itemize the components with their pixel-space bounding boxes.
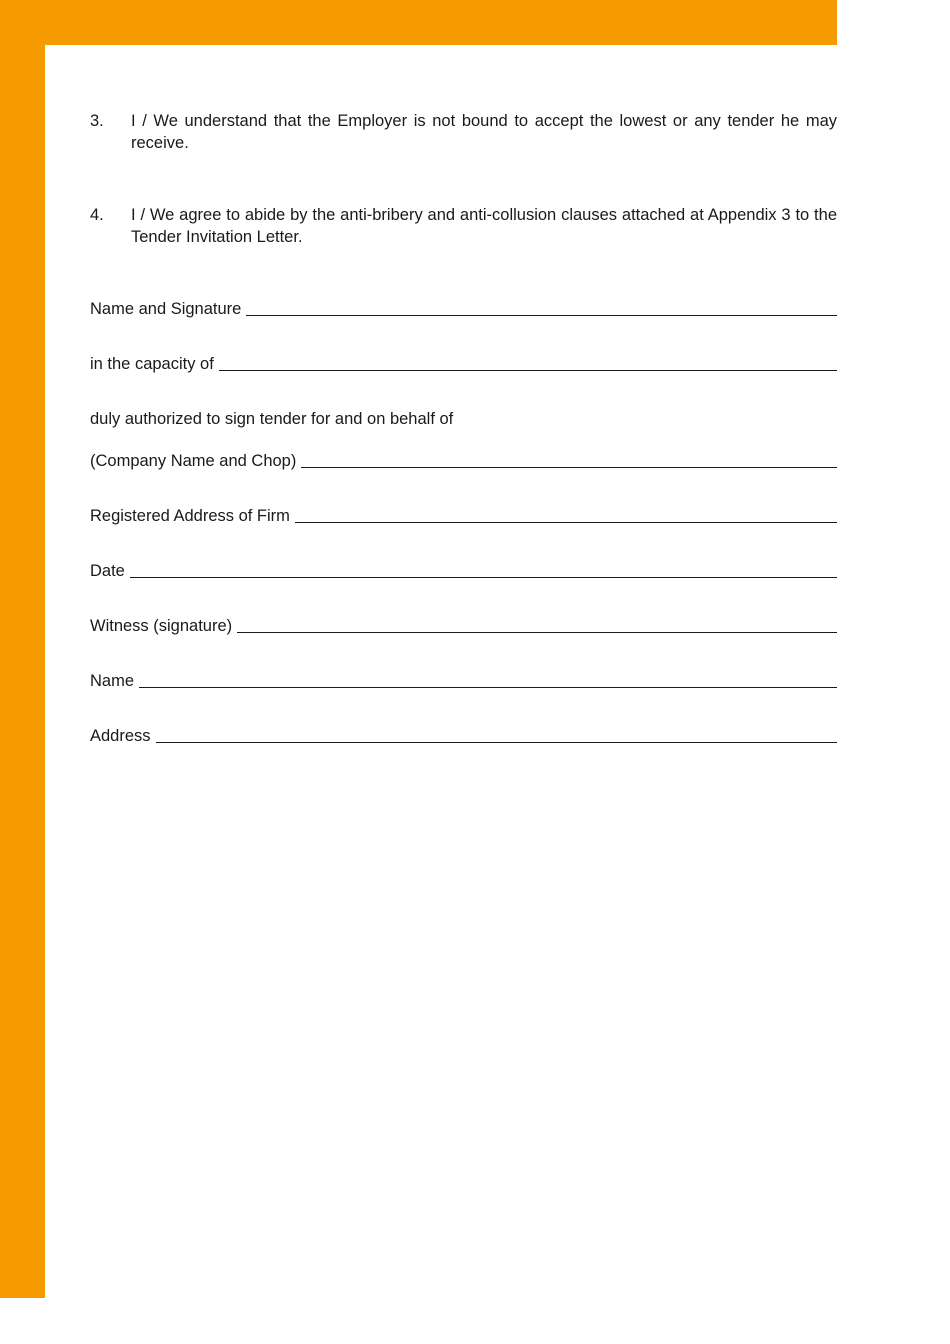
date-field[interactable] xyxy=(130,563,837,578)
witness-label: Witness (signature) xyxy=(90,617,233,635)
header-color-band xyxy=(0,0,837,45)
company-label: (Company Name and Chop) xyxy=(90,452,297,470)
company-line xyxy=(90,450,837,472)
name-label: Name xyxy=(90,672,135,690)
capacity-field[interactable] xyxy=(219,356,837,371)
capacity-label: in the capacity of xyxy=(90,355,214,373)
registered-address-label: Registered Address of Firm xyxy=(90,507,290,525)
clause-text: I / We understand that the Employer is not bound to accept the lowest or any tender he may receive. xyxy=(131,112,837,152)
authorized-text: duly authorized to sign tender for and on behalf of xyxy=(90,410,454,428)
clause-4 xyxy=(90,204,837,248)
name-signature-label: Name and Signature xyxy=(90,300,242,318)
capacity-line xyxy=(90,353,837,375)
name-line xyxy=(90,670,837,692)
address-label: Address xyxy=(90,727,151,745)
clause-3 xyxy=(90,110,837,154)
date-line xyxy=(90,560,837,582)
address-line xyxy=(90,725,837,747)
witness-line xyxy=(90,615,837,637)
name-signature-line xyxy=(90,298,837,320)
date-label: Date xyxy=(90,562,125,580)
registered-address-line xyxy=(90,505,837,527)
clause-number: 3. xyxy=(90,112,104,130)
name-field[interactable] xyxy=(139,673,837,688)
side-color-band xyxy=(0,0,45,1298)
clause-text: I / We agree to abide by the anti-bribery and anti-collusion clauses attached at Appendix 3 to the Tender Invitation Letter. xyxy=(131,206,837,246)
address-field[interactable] xyxy=(156,728,837,743)
registered-address-field[interactable] xyxy=(295,508,837,523)
clause-number: 4. xyxy=(90,206,104,224)
witness-field[interactable] xyxy=(237,618,837,633)
company-field[interactable] xyxy=(301,453,837,468)
name-signature-field[interactable] xyxy=(246,301,837,316)
document-body xyxy=(90,110,837,248)
